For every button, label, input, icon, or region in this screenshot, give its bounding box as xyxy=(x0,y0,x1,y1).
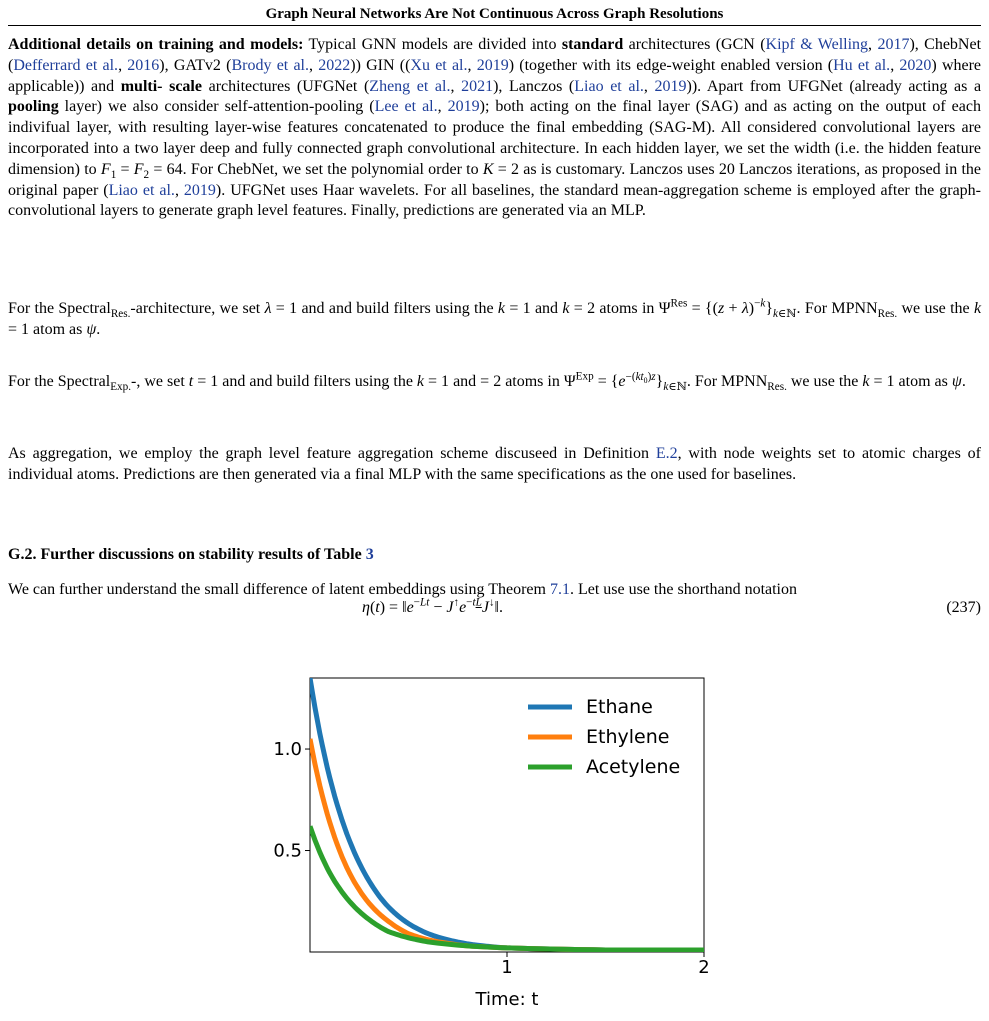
citation-link[interactable]: Xu et al. xyxy=(410,56,468,74)
y-tick-label: 1.0 xyxy=(273,739,302,761)
x-axis-label: Time: t xyxy=(475,989,539,1010)
paragraph-spectral-exp: For the Spectral$_{Exp.}$-, we set t = 1 and and build filters using the k = 1 and = 2 atoms in $\Psi^{Exp} = \{e^{-(kt_0)z}\}_{k\in ℕ}$. For $MPNN_{Res.}$ we use the k = 1 atom as ψ. xyxy=(8,370,966,394)
paragraph-aggregation: As aggregation, we employ the graph level feature aggregation scheme discuseed in Definition E.2, with node weights set to atomic charges of individual atoms. Predictions are then generated via a final MLP with the same specifications as the one used for baselines. xyxy=(8,445,982,483)
plot-frame xyxy=(310,678,704,952)
citation-link[interactable]: Defferrard et al. xyxy=(13,56,119,74)
legend-label-ethylene: Ethylene xyxy=(586,726,670,748)
citation-link[interactable]: Brody et al. xyxy=(231,56,310,74)
x-tick-label: 2 xyxy=(698,957,710,978)
equation-number: (237) xyxy=(946,599,981,616)
paragraph-theorem: We can further understand the small difference of latent embeddings using Theorem 7.1. Let use use the shorthand notation xyxy=(8,581,797,598)
citation-link[interactable]: 2019 xyxy=(447,98,480,116)
series-line-ethane xyxy=(310,678,704,950)
citation-link[interactable]: 2019 xyxy=(476,56,509,74)
citation-link[interactable]: 2019 xyxy=(654,77,687,95)
paragraph-training-details: Additional details on training and models: Typical GNN models are divided into standard architectures (GCN (Kipf & Welling, 2017), ChebNet (Defferrard et al., 2016), GATv2 (Brody et al., 2022)) GIN ((Xu et al., 2019) (together with its edge-weight enabled version (Hu et al., 2020) where applicable)) and multi- scale architectures (UFGNet (Zheng et al., 2021), Lanczos (Liao et al., 2019)). Apart from UFGNet (already acting as a pooling layer) we also consider self-attention-pooling (Lee et al., 2019); both acting on the final layer (SAG) and as acting on the output of each indivifual layer, with resulting layer-wise features concatenated to produce the final embedding (SAG-M). All considered convolutional layers are incorporated into a two layer deep and fully connected graph convolutional architecture. In each hidden layer, we set the width (i.e. the hidden feature dimension) to $F_1 = F_2 = 64$. For ChebNet, we set the polynomial order to K = 2 as is customary. Lanczos uses 20 Lanczos iterations, as proposed in the original paper (Liao et al., 2019). UFGNet uses Haar wavelets. For all baselines, the standard mean-aggregation scheme is employed after the graph-convolutional layers to generate graph level features. Finally, predictions are generated via an MLP. xyxy=(8,36,982,220)
citation-link[interactable]: Liao et al. xyxy=(574,77,644,95)
stability-chart xyxy=(250,670,750,1021)
legend-label-acetylene: Acetylene xyxy=(586,756,681,778)
section-heading: G.2. Further discussions on stability results of Table 3 xyxy=(8,546,374,563)
running-header: Graph Neural Networks Are Not Continuous Across Graph Resolutions xyxy=(265,6,724,22)
citation-link[interactable]: Liao et al. xyxy=(108,181,175,199)
citation-link[interactable]: 2017 xyxy=(877,36,910,53)
citation-link[interactable]: Zheng et al. xyxy=(369,77,451,95)
header-rule xyxy=(8,25,981,26)
x-tick-label: 1 xyxy=(501,957,513,978)
citation-link[interactable]: 2021 xyxy=(461,77,494,95)
citation-link[interactable]: Lee et al. xyxy=(374,98,438,116)
paragraph-lead: Additional details on training and models: xyxy=(8,36,304,53)
citation-link[interactable]: 2019 xyxy=(183,181,216,199)
definition-link[interactable]: E.2 xyxy=(655,445,678,462)
citation-link[interactable]: Hu et al. xyxy=(833,56,891,74)
paragraph-spectral-res: For the Spectral$_{Res.}$-architecture, we set λ = 1 and and build filters using the k = 1 and k = 2 atoms in $\Psi^{Res} = \{(z + \lambda)^{-k}\}_{k\in ℕ}$. For $MPNN_{Res.}$ we use the k = 1 atom as ψ. xyxy=(8,297,982,338)
series-line-acetylene xyxy=(310,826,704,950)
citation-link[interactable]: 2022 xyxy=(318,56,351,74)
y-tick-label: 0.5 xyxy=(273,840,302,862)
legend-label-ethane: Ethane xyxy=(586,696,653,718)
table-ref-link[interactable]: 3 xyxy=(365,546,374,563)
theorem-link[interactable]: 7.1 xyxy=(549,581,570,598)
citation-link[interactable]: 2016 xyxy=(127,56,160,74)
citation-link[interactable]: Kipf & Welling xyxy=(765,36,869,53)
equation-body: $\eta(t) = ‖e^{-Lt}$ − $J^↑e^{-tL}J^↓‖$. xyxy=(362,596,504,616)
citation-link[interactable]: 2020 xyxy=(899,56,932,74)
